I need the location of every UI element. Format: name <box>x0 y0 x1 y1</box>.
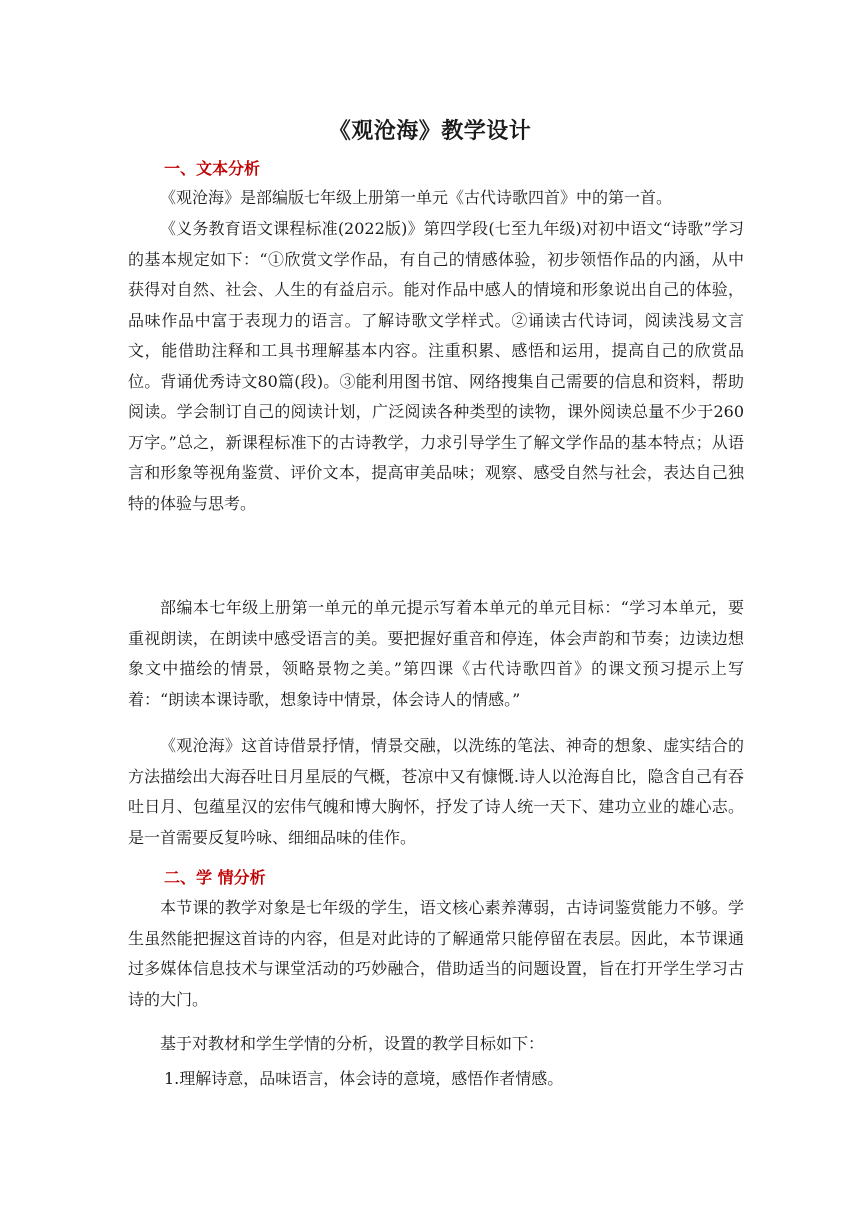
section-heading-student-analysis <box>164 865 266 888</box>
document-title: 《观沧海》教学设计 <box>328 118 532 144</box>
paragraph-unit-goals: 部编本七年级上册第一单元的单元提示写着本单元的单元目标：“学习本单元，要重视朗读，在朗读中感受语言的美。要把握好重音和停连，体会声韵和节奏；边读边想象文中描绘的情景，领略景物之美。”第四课《古代诗歌四首》的课文预习提示上写着：“朗读本课诗歌，想象诗中情景，体会诗人的情感。” <box>128 598 744 709</box>
paragraph-curriculum-standard: 《义务教育语文课程标准(2022版)》第四学段(七至九年级)对初中语文“诗歌”学习的基本规定如下：“①欣赏文学作品，有自己的情感体验，初步领悟作品的内涵，从中获得对自然、社会、人生的有益启示。能对作品中感人的情境和形象说出自己的体验，品味作品中富于表现力的语言。了解诗歌文学样式。②诵读古代诗词，阅读浅易文言文，能借助注释和工具书理解基本内容。注重积累、感悟和运用，提高自己的欣赏品位。背诵优秀诗文80篇(段)。③能利用图书馆、网络搜集自己需要的信息和资料，帮助阅读。学会制订自己的阅读计划，广泛阅读各种类型的读物，课外阅读总量不少于260万字。”总之，新课程标准下的古诗教学，力求引导学生了解文学作品的基本特点；从语言和形象等视角鉴赏、评价文本，提高审美品味；观察、感受自然与社会，表达自己独特的体验与思考。 <box>128 219 744 513</box>
section-heading-part-a: 二、学 <box>164 868 213 887</box>
section-heading-part-b: 情分析 <box>217 868 266 887</box>
teaching-goal-1: 1.理解诗意，品味语言，体会诗的意境，感悟作者情感。 <box>164 1069 564 1088</box>
paragraph-goals-intro: 基于对教材和学生学情的分析，设置的教学目标如下： <box>160 1034 545 1053</box>
paragraph-poem-analysis: 《观沧海》这首诗借景抒情，情景交融，以洗练的笔法、神奇的想象、虚实结合的方法描绘出大海吞吐日月星辰的气概，苍凉中又有慷慨.诗人以沧海自比，隐含自己有吞吐日月、包蕴星汉的宏伟气魄和博大胸怀，抒发了诗人统一天下、建功立业的雄心志。是一首需要反复吟咏、细细品味的佳作。 <box>128 736 744 847</box>
paragraph-intro: 《观沧海》是部编版七年级上册第一单元《古代诗歌四首》中的第一首。 <box>160 188 673 207</box>
section-heading-text-analysis: 一、文本分析 <box>164 159 261 178</box>
paragraph-student-analysis: 本节课的教学对象是七年级的学生，语文核心素养薄弱，古诗词鉴赏能力不够。学生虽然能把握这首诗的内容，但是对此诗的了解通常只能停留在表层。因此，本节课通过多媒体信息技术与课堂活动的巧妙融合，借助适当的问题设置，旨在打开学生学习古诗的大门。 <box>128 898 744 1009</box>
